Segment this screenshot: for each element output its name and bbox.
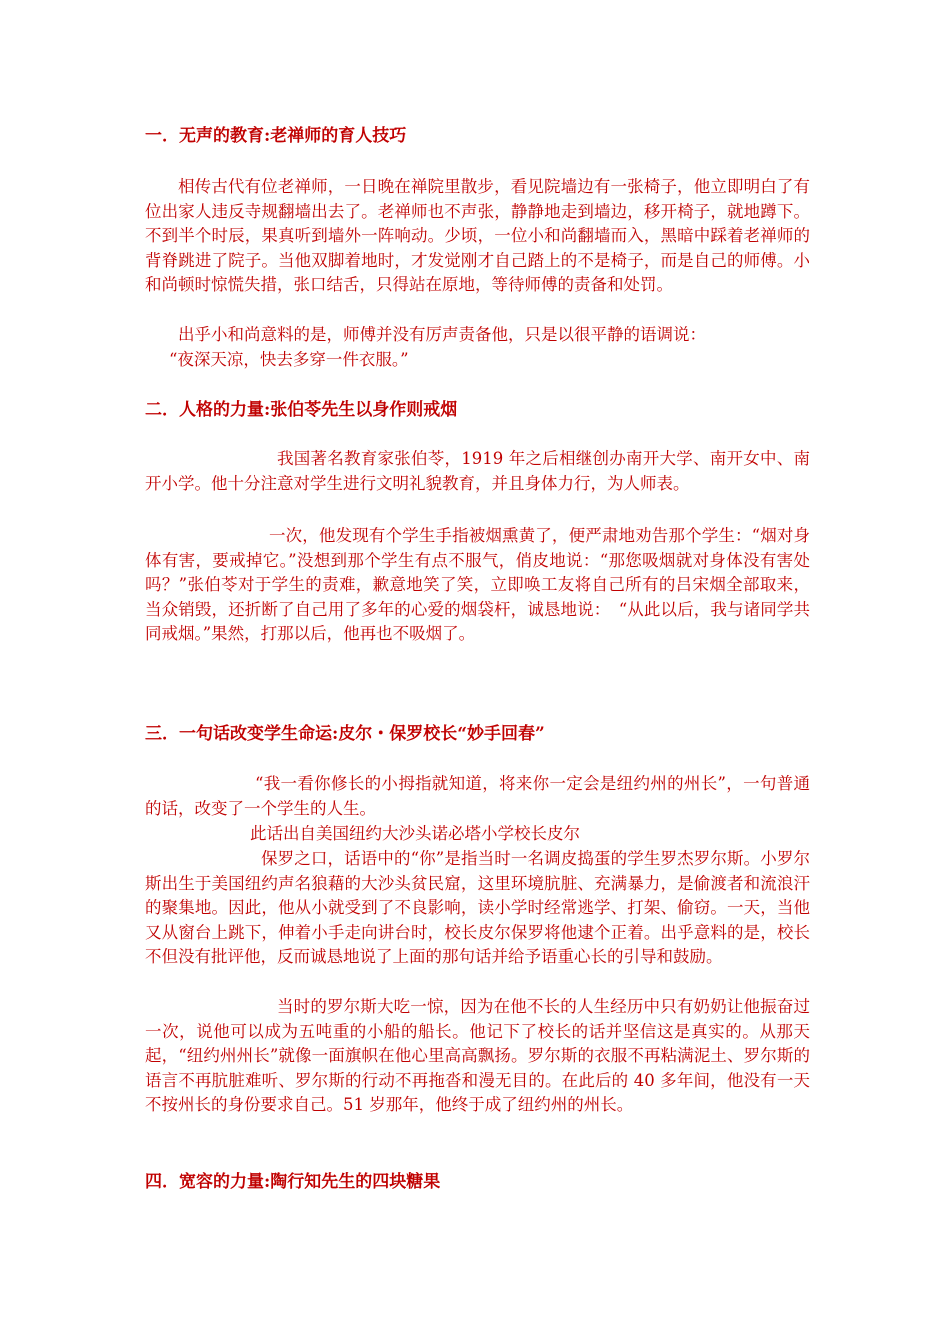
section-1-paragraph-2: 出乎小和尚意料的是，师傅并没有厉声责备他，只是以很平静的语调说：	[178, 325, 706, 344]
section-2-paragraph-1: 我国著名教育家张伯苓，1919 年之后相继创办南开大学、南开女中、南开小学。他十分注意对学生进行文明礼貌教育，并且身体力行，为人师表。	[145, 449, 810, 493]
section-1-paragraph-1: 相传古代有位老禅师，一日晚在禅院里散步，看见院墙边有一张椅子，他立即明白了有位出家人违反寺规翻墙出去了。老禅师也不声张，静静地走到墙边，移开椅子，就地蹲下。不到半个时辰，果真听到墙外一阵响动。少顷，一位小和尚翻墙而入，黑暗中踩着老禅师的背脊跳进了院子。当他双脚着地时，才发觉刚才自己踏上的不是椅子，而是自己的师傅。小和尚顿时惊慌失措，张口结舌，只得站在原地，等待师傅的责备和处罚。	[145, 177, 810, 295]
section-1-heading: 一．无声的教育:老禅师的育人技巧	[145, 126, 407, 146]
section-1-quote: “夜深天凉，快去多穿一件衣服。”	[169, 350, 409, 369]
section-3-paragraph-1: “我一看你修长的小拇指就知道，将来你一定会是纽约州的州长”，一句普通的话，改变了一个学生的人生。	[145, 774, 810, 818]
section-2-paragraph-2: 一次，他发现有个学生手指被烟熏黄了，便严肃地劝告那个学生：“烟对身体有害，要戒掉它。”没想到那个学生有点不服气，俏皮地说：“那您吸烟就对身体没有害处吗？”张伯苓对于学生的责难，歉意地笑了笑，立即唤工友将自己所有的吕宋烟全部取来，当众销毁，还折断了自己用了多年的心爱的烟袋杆，诚恳地说： “从此以后，我与诸同学共同戒烟。”果然，打那以后，他再也不吸烟了。	[145, 526, 810, 644]
section-3-paragraph-3: 保罗之口，话语中的“你”是指当时一名调皮捣蛋的学生罗杰罗尔斯。小罗尔斯出生于美国纽约声名狼藉的大沙头贫民窟，这里环境肮脏、充满暴力，是偷渡者和流浪汗的聚集地。因此，他从小就受到了不良影响，读小学时经常逃学、打架、偷窃。一天，当他又从窗台上跳下，伸着小手走向讲台时，校长皮尔保罗将他逮个正着。出乎意料的是，校长不但没有批评他，反而诚恳地说了上面的那句话并给予语重心长的引导和鼓励。	[145, 849, 810, 967]
section-3-paragraph-2: 此话出自美国纽约大沙头诺必塔小学校长皮尔	[250, 824, 580, 843]
section-3-heading: 三．一句话改变学生命运:皮尔・保罗校长“妙手回春”	[145, 724, 545, 744]
section-4-heading: 四．宽容的力量:陶行知先生的四块糖果	[145, 1172, 441, 1192]
section-3-paragraph-4: 当时的罗尔斯大吃一惊，因为在他不长的人生经历中只有奶奶让他振奋过一次，说他可以成为五吨重的小船的船长。他记下了校长的话并坚信这是真实的。从那天起，“纽约州州长”就像一面旗帜在他心里高高飘扬。罗尔斯的衣服不再粘满泥土、罗尔斯的语言不再肮脏难听、罗尔斯的行动不再拖沓和漫无目的。在此后的 40 多年间，他没有一天不按州长的身份要求自己。51 岁那年，他终于成了纽约州的州长。	[145, 997, 810, 1115]
section-2-heading: 二．人格的力量:张伯苓先生以身作则戒烟	[145, 400, 458, 420]
